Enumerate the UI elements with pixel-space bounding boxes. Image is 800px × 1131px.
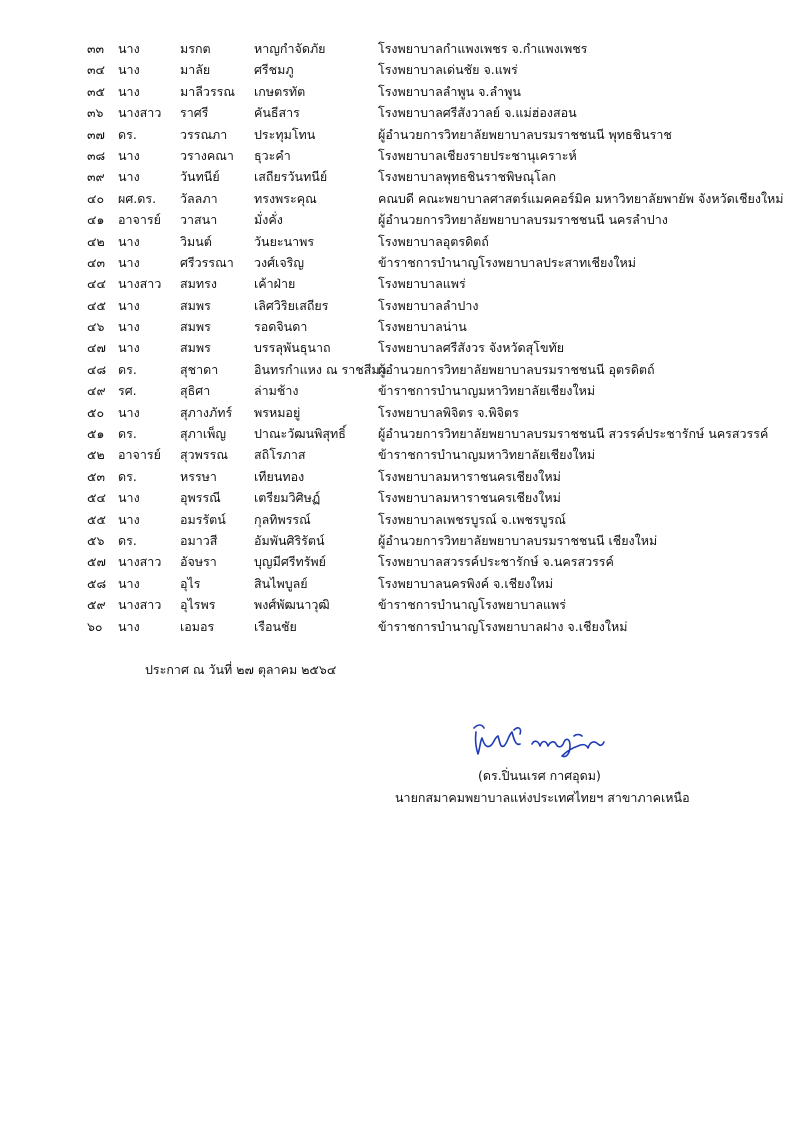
list-item [0,209,800,230]
row-title: นางสาว [118,276,162,292]
row-last-name: กุลทิพรรณ์ [254,511,311,527]
row-title: ผศ.ดร. [118,190,157,206]
row-title: ดร. [118,426,137,442]
row-first-name: เอมอร [180,618,215,634]
row-last-name: เทียนทอง [254,468,305,484]
row-organization: ผู้อำนวยการวิทยาลัยพยาบาลบรมราชชนนี เชียงใหม่ [378,532,658,548]
list-item [0,594,800,615]
list-item [0,337,800,358]
list-item [0,444,800,465]
row-title: นาง [118,404,140,420]
row-first-name: อุไรพร [180,597,216,613]
row-organization: ผู้อำนวยการวิทยาลัยพยาบาลบรมราชชนนี สวรรค์ประชารักษ์ นครสวรรค์ [378,426,769,442]
row-organization: ข้าราชการบำนาญโรงพยาบาลฝาง จ.เชียงใหม่ [378,618,628,634]
list-item [0,380,800,401]
list-item [0,188,800,209]
row-number: ๔๑ [87,212,105,228]
row-first-name: อุไร [180,575,201,591]
row-number: ๔๖ [87,319,105,335]
row-organization: คณบดี คณะพยาบาลศาสตร์แมคคอร์มิค มหาวิทยาลัยพายัพ จังหวัดเชียงใหม่ [378,190,784,206]
row-first-name: อมาวสี [180,532,218,548]
row-number: ๕๙ [87,597,106,613]
row-number: ๔๗ [87,340,106,356]
row-number: ๔๓ [87,254,106,270]
row-first-name: สมพร [180,340,211,356]
row-first-name: วรางคณา [180,147,234,163]
row-last-name: เกษตรทัต [254,83,306,99]
row-first-name: วาสนา [180,212,218,228]
row-title: ดร. [118,468,137,484]
row-organization: ผู้อำนวยการวิทยาลัยพยาบาลบรมราชชนนี อุตรดิตถ์ [378,361,655,377]
row-title: นาง [118,575,140,591]
list-item [0,145,800,166]
row-organization: โรงพยาบาลลำปาง [378,297,479,313]
list-item [0,295,800,316]
row-title: นาง [118,233,140,249]
row-last-name: คันธีสาร [254,105,300,121]
list-item [0,402,800,423]
row-organization: โรงพยาบาลศรีสังวาลย์ จ.แม่ฮ่องสอน [378,105,577,121]
row-number: ๔๔ [87,276,106,292]
row-first-name: อัจษรา [180,554,217,570]
list-item [0,102,800,123]
row-first-name: วิมนต์ [180,233,212,249]
row-title: นางสาว [118,554,162,570]
announcement-date: ประกาศ ณ วันที่ ๒๗ ตุลาคม ๒๕๖๔ [145,662,337,677]
row-last-name: บรรลุพันธุนาถ [254,340,331,356]
row-organization: ข้าราชการบำนาญมหาวิทยาลัยเชียงใหม่ [378,383,596,399]
list-item [0,573,800,594]
row-first-name: อุพรรณี [180,490,221,506]
row-first-name: สุชาดา [180,361,219,377]
row-organization: โรงพยาบาลมหาราชนครเชียงใหม่ [378,490,561,506]
row-first-name: สมพร [180,297,211,313]
row-last-name: สินไพบูลย์ [254,575,308,591]
row-first-name: วรรณภา [180,126,228,142]
row-title: นาง [118,511,140,527]
row-last-name: สถิโรภาส [254,447,306,463]
row-first-name: สุภางภัทร์ [180,404,233,420]
row-last-name: เสถียรวันทนีย์ [254,169,328,185]
row-organization: ข้าราชการบำนาญมหาวิทยาลัยเชียงใหม่ [378,447,596,463]
row-title: นาง [118,169,140,185]
row-number: ๔๕ [87,297,106,313]
row-last-name: หาญกำจัดภัย [254,41,326,56]
row-number: ๕๒ [87,447,105,463]
row-number: ๔๐ [87,190,105,206]
list-item [0,423,800,444]
list-item [0,59,800,80]
row-title: นาง [118,490,140,506]
row-organization: โรงพยาบาลศรีสังวร จังหวัดสุโขทัย [378,340,565,356]
row-organization: โรงพยาบาลสวรรค์ประชารักษ์ จ.นครสวรรค์ [378,554,614,570]
row-first-name: สุธิศา [180,383,211,399]
row-title: นาง [118,254,140,270]
list-item [0,466,800,487]
row-organization: โรงพยาบาลเชียงรายประชานุเคราะห์ [378,147,577,163]
row-title: รศ. [118,383,137,399]
row-organization: โรงพยาบาลกำแพงเพชร จ.กำแพงเพชร [378,41,588,56]
row-last-name: ล่ามช้าง [254,383,299,399]
row-number: ๕๕ [87,511,106,527]
row-first-name: ศรีวรรณา [180,254,234,270]
list-item [0,359,800,380]
row-title: นาง [118,147,140,163]
row-organization: โรงพยาบาลพุทธชินราชพิษณุโลก [378,169,557,185]
list-item [0,124,800,145]
row-first-name: วัลลภา [180,190,218,206]
row-last-name: เรือนชัย [254,618,297,634]
row-title: นาง [118,41,140,56]
row-last-name: วันยะนาพร [254,233,315,249]
row-number: ๓๕ [87,83,106,99]
list-item [0,616,800,637]
row-last-name: ทรงพระคุณ [254,190,317,206]
row-number: ๔๙ [87,383,106,399]
row-first-name: สุภาเพ็ญ [180,426,227,442]
row-title: นาง [118,83,140,99]
row-title: นาง [118,340,140,356]
row-title: ดร. [118,126,137,142]
row-organization: ผู้อำนวยการวิทยาลัยพยาบาลบรมราชชนนี นครลำปาง [378,212,668,228]
row-organization: โรงพยาบาลอุตรดิตถ์ [378,233,489,249]
row-last-name: ประทุมโทน [254,126,316,142]
row-title: นาง [118,618,140,634]
row-number: ๕๖ [87,532,105,548]
row-number: ๕๔ [87,490,106,506]
row-title: อาจารย์ [118,212,161,228]
row-last-name: เตรียมวิศิษฏ์ [254,490,321,506]
row-number: ๕๑ [87,426,105,442]
row-last-name: มั่งคั่ง [254,212,283,228]
list-item [0,38,800,59]
row-number: ๓๔ [87,62,106,78]
row-title: ดร. [118,361,137,377]
row-last-name: พรหมอยู่ [254,404,301,420]
member-list [0,38,800,637]
row-first-name: อมรรัตน์ [180,511,226,527]
row-last-name: เค้าฝ่าย [254,276,296,292]
list-item [0,231,800,252]
row-organization: โรงพยาบาลลำพูน จ.ลำพูน [378,83,521,99]
row-first-name: หรรษา [180,468,217,484]
row-title: นางสาว [118,597,162,613]
row-last-name: บุญมีศรีทรัพย์ [254,554,326,570]
row-organization: โรงพยาบาลเด่นชัย จ.แพร่ [378,62,518,78]
signer-name: (ดร.ปิ่นนเรศ กาศอุดม) [478,768,601,783]
row-number: ๕๐ [87,404,105,420]
list-item [0,166,800,187]
row-title: นาง [118,62,140,78]
row-organization: โรงพยาบาลพิจิตร จ.พิจิตร [378,404,519,420]
row-title: นางสาว [118,105,162,121]
row-title: นาง [118,319,140,335]
row-number: ๕๓ [87,468,106,484]
list-item [0,81,800,102]
row-last-name: ศรีชมภู [254,62,294,78]
row-title: ดร. [118,532,137,548]
row-organization: ข้าราชการบำนาญโรงพยาบาลประสาทเชียงใหม่ [378,254,636,270]
row-organization: ข้าราชการบำนาญโรงพยาบาลแพร่ [378,597,566,613]
row-first-name: สมทรง [180,276,217,292]
row-number: ๕๗ [87,554,106,570]
row-number: ๔๒ [87,233,105,249]
row-first-name: มาลีวรรณ [180,83,235,99]
row-title: อาจารย์ [118,447,161,463]
row-organization: โรงพยาบาลเพชรบูรณ์ จ.เพชรบูรณ์ [378,511,566,527]
row-first-name: สุวพรรณ [180,447,228,463]
row-first-name: ราศรี [180,105,209,121]
list-item [0,252,800,273]
row-last-name: ธุวะคำ [254,147,291,163]
row-organization: โรงพยาบาลน่าน [378,319,467,335]
row-title: นาง [118,297,140,313]
row-last-name: พงศ์พัฒนาวุฒิ [254,597,330,613]
row-first-name: มรกต [180,41,211,56]
row-first-name: วันทนีย์ [180,169,220,185]
row-number: ๓๘ [87,147,106,163]
row-number: ๓๙ [87,169,105,185]
row-last-name: วงศ์เจริญ [254,254,305,270]
row-last-name: ปาณะวัฒนพิสุทธิ์ [254,426,346,442]
list-item [0,530,800,551]
row-number: ๔๘ [87,361,107,377]
row-organization: ผู้อำนวยการวิทยาลัยพยาบาลบรมราชชนนี พุทธชินราช [378,126,672,142]
row-last-name: อัมพันศิริรัตน์ [254,532,325,548]
row-organization: โรงพยาบาลนครพิงค์ จ.เชียงใหม่ [378,575,554,591]
list-item [0,509,800,530]
row-last-name: เลิศวิริยเสถียร [254,297,329,313]
row-number: ๓๗ [87,126,105,142]
handwritten-signature [470,718,610,770]
row-number: ๖๐ [87,618,103,634]
list-item [0,487,800,508]
row-last-name: รอดจินดา [254,319,308,335]
row-first-name: มาลัย [180,62,211,78]
list-item [0,273,800,294]
row-first-name: สมพร [180,319,211,335]
list-item [0,316,800,337]
signer-position: นายกสมาคมพยาบาลแห่งประเทศไทยฯ สาขาภาคเหนือ [395,790,690,805]
row-organization: โรงพยาบาลมหาราชนครเชียงใหม่ [378,468,561,484]
list-item [0,551,800,572]
row-number: ๕๘ [87,575,107,591]
row-number: ๓๖ [87,105,104,121]
row-number: ๓๓ [87,41,105,56]
row-last-name: อินทรกำแหง ณ ราชสีมา [254,361,387,377]
row-organization: โรงพยาบาลแพร่ [378,276,466,292]
